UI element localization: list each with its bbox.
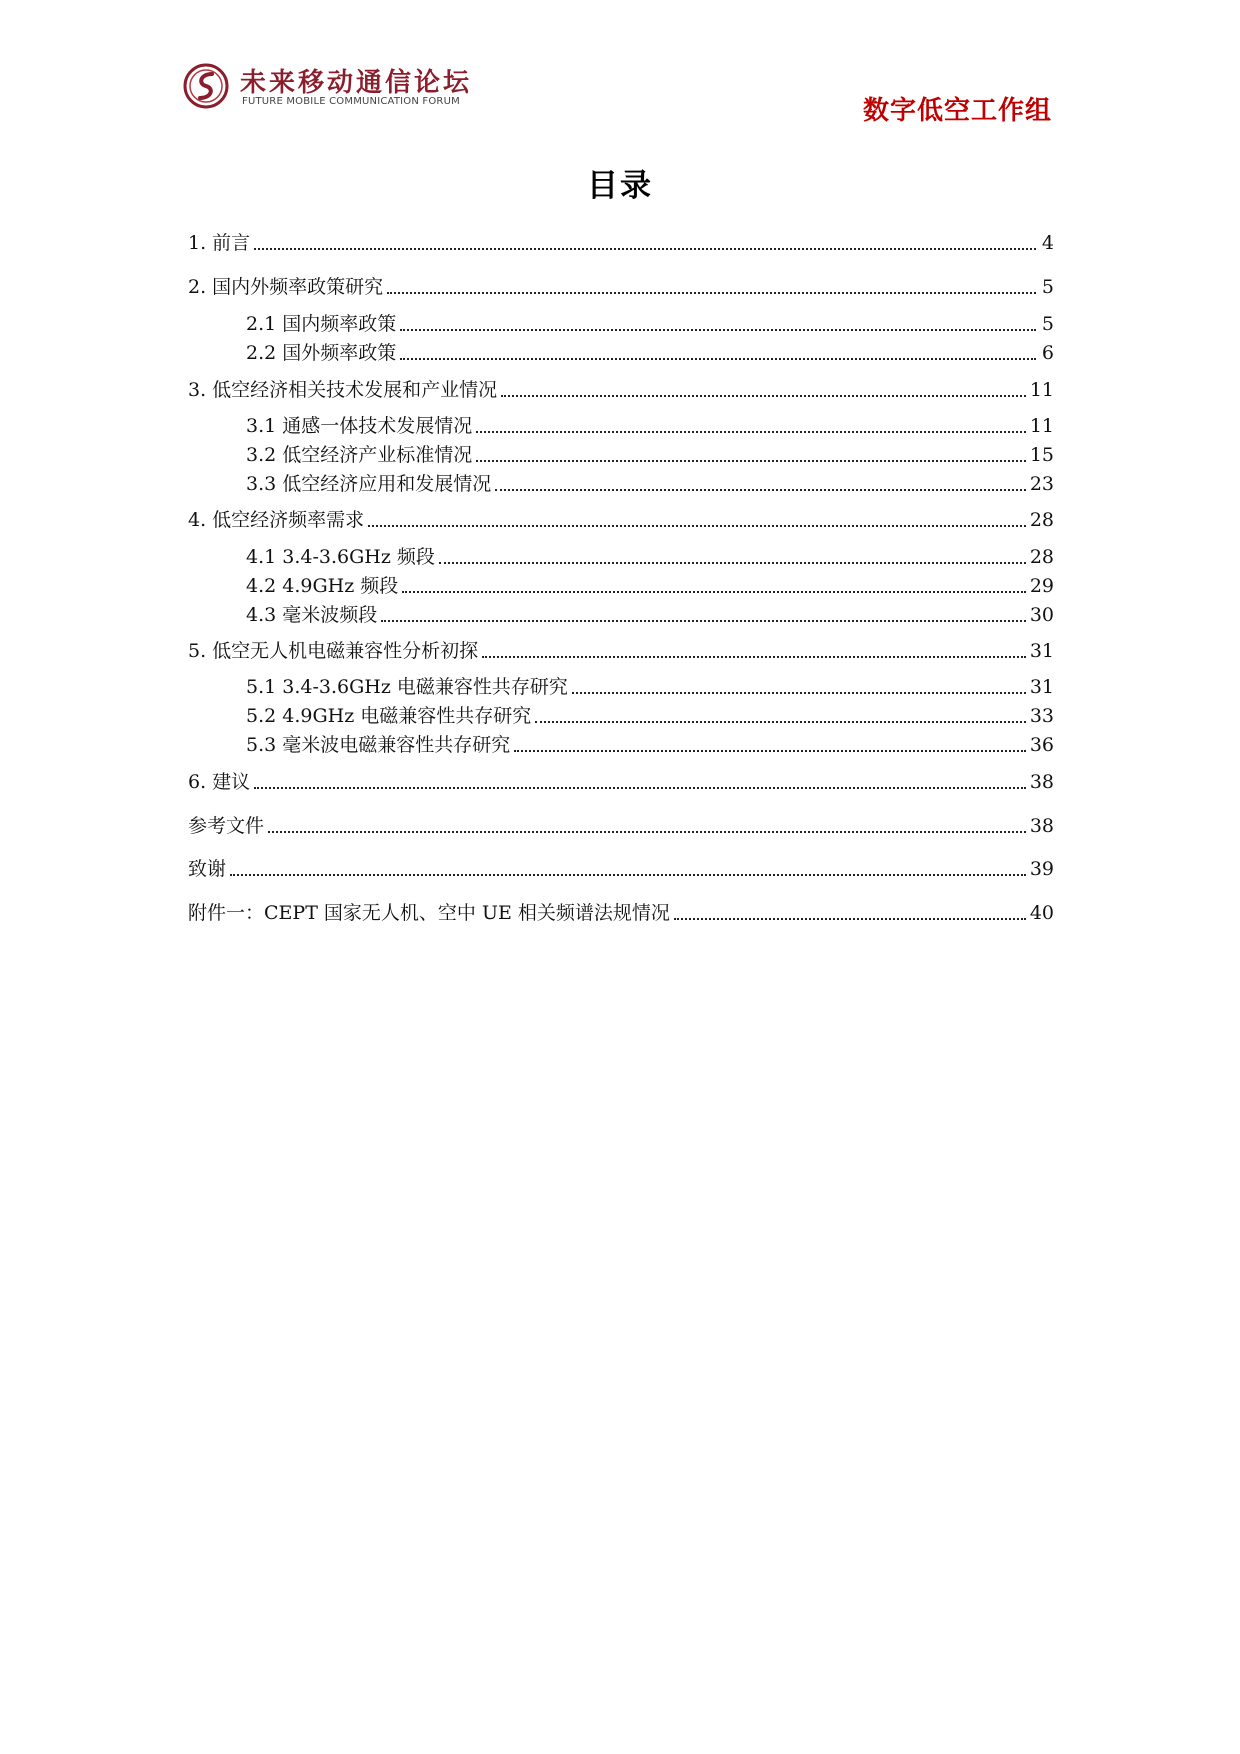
toc-entry-page-number: 4 bbox=[1041, 232, 1054, 254]
toc-entry[interactable] bbox=[188, 636, 1054, 666]
toc-dot-leader bbox=[387, 292, 1036, 294]
toc-entry[interactable] bbox=[188, 228, 1054, 258]
toc-dot-leader bbox=[439, 562, 1026, 564]
toc-dot-leader bbox=[381, 620, 1026, 622]
toc-entry-page-number: 31 bbox=[1029, 676, 1054, 698]
toc-entry-page-number: 15 bbox=[1029, 444, 1054, 466]
toc-entry-label: 2. 国内外频率政策研究 bbox=[188, 276, 384, 298]
toc-dot-leader bbox=[501, 395, 1026, 397]
toc-entry-label: 参考文件 bbox=[188, 815, 265, 837]
toc-dot-leader bbox=[254, 787, 1026, 789]
toc-entry-label: 5.2 4.9GHz 电磁兼容性共存研究 bbox=[246, 705, 532, 727]
toc-entry-label: 3.2 低空经济产业标准情况 bbox=[246, 444, 473, 466]
toc-entry-label: 致谢 bbox=[188, 858, 227, 880]
toc-dot-leader bbox=[476, 460, 1026, 462]
toc-entry-page-number: 38 bbox=[1029, 815, 1054, 837]
toc-entry-label: 2.2 国外频率政策 bbox=[246, 342, 397, 364]
toc-dot-leader bbox=[495, 489, 1026, 491]
toc-entry-label: 1. 前言 bbox=[188, 232, 251, 254]
toc-dot-leader bbox=[268, 831, 1026, 833]
toc-entry[interactable] bbox=[246, 571, 1054, 601]
toc-entry-page-number: 23 bbox=[1029, 473, 1054, 495]
toc-dot-leader bbox=[254, 248, 1036, 250]
toc-entry-label: 3.1 通感一体技术发展情况 bbox=[246, 415, 473, 437]
toc-entry-page-number: 28 bbox=[1029, 546, 1054, 568]
toc-entry-page-number: 28 bbox=[1029, 509, 1054, 531]
toc-entry-label: 5. 低空无人机电磁兼容性分析初探 bbox=[188, 640, 479, 662]
toc-entry[interactable] bbox=[188, 811, 1054, 841]
toc-dot-leader bbox=[400, 358, 1036, 360]
toc-entry-page-number: 31 bbox=[1029, 640, 1054, 662]
toc-entry-page-number: 39 bbox=[1029, 858, 1054, 880]
toc-entry-page-number: 11 bbox=[1029, 379, 1054, 401]
toc-entry-label: 3.3 低空经济应用和发展情况 bbox=[246, 473, 492, 495]
toc-entry[interactable] bbox=[188, 767, 1054, 797]
toc-dot-leader bbox=[230, 874, 1026, 876]
toc-entry[interactable] bbox=[246, 600, 1054, 630]
toc-entry-page-number: 33 bbox=[1029, 705, 1054, 727]
toc-entry-page-number: 30 bbox=[1029, 604, 1054, 626]
toc-entry-page-number: 29 bbox=[1029, 575, 1054, 597]
toc-entry[interactable] bbox=[246, 338, 1054, 368]
toc-entry-page-number: 5 bbox=[1041, 276, 1054, 298]
toc-dot-leader bbox=[535, 721, 1026, 723]
toc-title: 目录 bbox=[587, 168, 653, 204]
logo-chinese-name: 未来移动通信论坛 bbox=[240, 68, 473, 98]
toc-entry[interactable] bbox=[246, 411, 1054, 441]
toc-entry[interactable] bbox=[246, 730, 1054, 760]
toc-dot-leader bbox=[482, 656, 1026, 658]
toc-entry-page-number: 5 bbox=[1041, 313, 1054, 335]
toc-entry-page-number: 38 bbox=[1029, 771, 1054, 793]
working-group-name: 数字低空工作组 bbox=[862, 96, 1052, 126]
toc-entry[interactable] bbox=[246, 309, 1054, 339]
toc-entry-label: 4.2 4.9GHz 频段 bbox=[246, 575, 399, 597]
toc-entry-page-number: 11 bbox=[1029, 415, 1054, 437]
toc-entry[interactable] bbox=[246, 672, 1054, 702]
toc-entry-label: 5.3 毫米波电磁兼容性共存研究 bbox=[246, 734, 511, 756]
toc-entry-label: 5.1 3.4-3.6GHz 电磁兼容性共存研究 bbox=[246, 676, 568, 698]
toc-entry-label: 4.3 毫米波频段 bbox=[246, 604, 378, 626]
toc-dot-leader bbox=[476, 431, 1026, 433]
toc-entry-label: 4.1 3.4-3.6GHz 频段 bbox=[246, 546, 435, 568]
toc-entry-label: 4. 低空经济频率需求 bbox=[188, 509, 365, 531]
toc-dot-leader bbox=[514, 750, 1026, 752]
toc-entry-label: 附件一：CEPT 国家无人机、空中 UE 相关频谱法规情况 bbox=[188, 902, 670, 924]
toc-entry[interactable] bbox=[246, 542, 1054, 572]
toc-entry[interactable] bbox=[188, 272, 1054, 302]
toc-dot-leader bbox=[674, 918, 1026, 920]
table-of-contents bbox=[188, 0, 1054, 1100]
toc-dot-leader bbox=[400, 329, 1036, 331]
toc-entry[interactable] bbox=[188, 375, 1054, 405]
toc-entry-label: 2.1 国内频率政策 bbox=[246, 313, 397, 335]
toc-entry-page-number: 36 bbox=[1029, 734, 1054, 756]
toc-dot-leader bbox=[402, 591, 1026, 593]
toc-entry[interactable] bbox=[246, 469, 1054, 499]
toc-entry[interactable] bbox=[188, 898, 1054, 928]
toc-entry[interactable] bbox=[246, 701, 1054, 731]
toc-entry-page-number: 40 bbox=[1029, 902, 1054, 924]
toc-entry[interactable] bbox=[246, 440, 1054, 470]
logo-english-name: FUTURE MOBILE COMMUNICATION FORUM bbox=[242, 96, 460, 107]
toc-dot-leader bbox=[572, 692, 1026, 694]
toc-entry-label: 3. 低空经济相关技术发展和产业情况 bbox=[188, 379, 498, 401]
toc-entry-label: 6. 建议 bbox=[188, 771, 251, 793]
toc-entry[interactable] bbox=[188, 505, 1054, 535]
toc-entry[interactable] bbox=[188, 854, 1054, 884]
toc-entry-page-number: 6 bbox=[1041, 342, 1054, 364]
toc-dot-leader bbox=[368, 525, 1026, 527]
